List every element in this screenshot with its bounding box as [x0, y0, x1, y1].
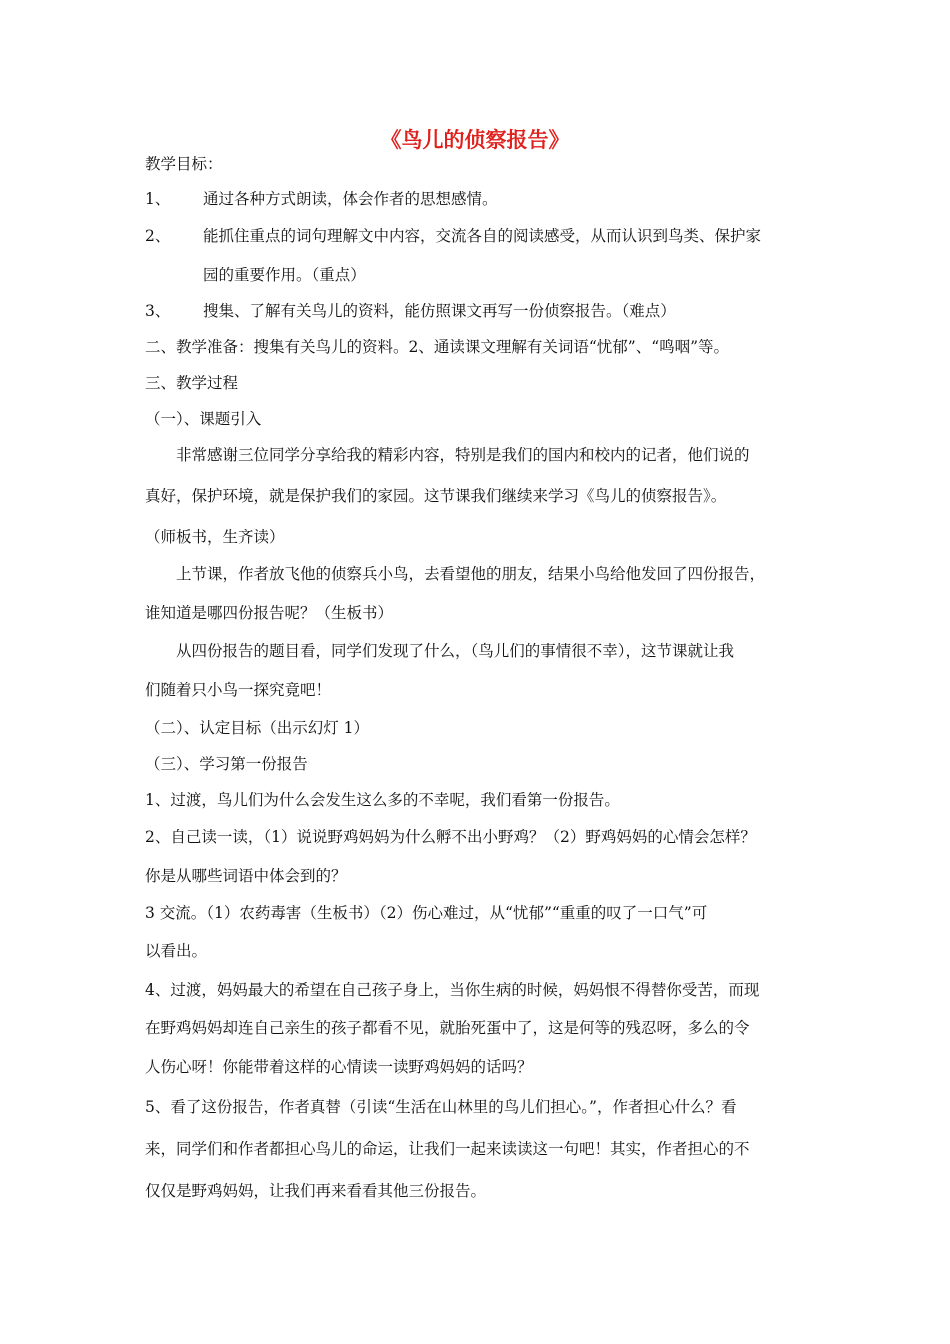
goal-2-text: 能抓住重点的词句理解文中内容，交流各自的阅读感受，从而认识到鸟类、保护家: [203, 227, 762, 245]
step-3-line-2: 以看出。: [145, 942, 208, 960]
goal-1: [145, 189, 498, 209]
goal-2-continuation: 园的重要作用。（重点）: [203, 266, 366, 284]
section-1-paragraph-3-line-1: 从四份报告的题目看，同学们发现了什么，（鸟儿们的事情很不幸），这节课就让我: [176, 642, 735, 660]
goal-3: [145, 301, 676, 321]
section-2-heading: （二）、认定目标（出示幻灯 1）: [145, 719, 370, 737]
section-3-heading: （三）、学习第一份报告: [145, 755, 308, 773]
step-1: 1、过渡，鸟儿们为什么会发生这么多的不幸呢，我们看第一份报告。: [145, 791, 620, 809]
section-1-paragraph-1-line-1: 非常感谢三位同学分享给我的精彩内容，特别是我们的国内和校内的记者，他们说的: [176, 446, 750, 464]
step-2-line-1: 2、自己读一读，（1）说说野鸡妈妈为什么孵不出小野鸡？（2）野鸡妈妈的心情会怎样？: [145, 828, 756, 846]
goal-2: [145, 226, 761, 246]
goals-heading: 教学目标：: [145, 155, 223, 173]
teaching-preparation: 二、教学准备：搜集有关鸟儿的资料。2、通读课文理解有关词语“忧郁”、“鸣咽”等。: [145, 338, 730, 356]
step-5-line-3: 仅仅是野鸡妈妈，让我们再来看看其他三份报告。: [145, 1182, 487, 1200]
goal-3-text: 搜集、了解有关鸟儿的资料，能仿照课文再写一份侦察报告。（难点）: [203, 302, 676, 320]
goal-2-number: 2、: [145, 227, 171, 245]
step-4-line-1: 4、过渡，妈妈最大的希望在自己孩子身上，当你生病的时候，妈妈恨不得替你受苦，而现: [145, 981, 760, 999]
goal-1-number: 1、: [145, 190, 171, 208]
step-4-line-3: 人伤心呀！你能带着这样的心情读一读野鸡妈妈的话吗？: [145, 1058, 533, 1076]
section-1-note: （师板书，生齐读）: [145, 528, 285, 546]
process-heading: 三、教学过程: [145, 374, 239, 392]
section-1-paragraph-3-line-2: 们随着只小鸟一探究竟吧！: [145, 681, 332, 699]
section-1-paragraph-2-line-1: 上节课，作者放飞他的侦察兵小鸟，去看望他的朋友，结果小鸟给他发回了四份报告，: [176, 565, 766, 583]
section-1-paragraph-1-line-2: 真好，保护环境，就是保护我们的家园。这节课我们继续来学习《鸟儿的侦察报告》。: [145, 487, 727, 505]
step-5-line-1: 5、看了这份报告，作者真替（引读“生活在山林里的鸟儿们担心。”，作者担心什么？看: [145, 1098, 737, 1116]
step-3-line-1: 3 交流。（1）农药毒害（生板书）（2）伤心难过，从“忧郁”“重重的叹了一口气”可: [145, 904, 708, 922]
goal-3-number: 3、: [145, 302, 171, 320]
section-1-paragraph-2-line-2: 谁知道是哪四份报告呢？（生板书）: [145, 604, 394, 622]
document-title: 《鸟儿的侦察报告》: [380, 127, 570, 152]
step-2-line-2: 你是从哪些词语中体会到的？: [145, 867, 347, 885]
goal-1-text: 通过各种方式朗读，体会作者的思想感情。: [203, 190, 498, 208]
step-5-line-2: 来，同学们和作者都担心鸟儿的命运，让我们一起来读读这一句吧！其实，作者担心的不: [145, 1140, 750, 1158]
section-1-heading: （一）、课题引入: [145, 410, 262, 428]
step-4-line-2: 在野鸡妈妈却连自己亲生的孩子都看不见，就胎死蛋中了，这是何等的残忍呀，多么的令: [145, 1019, 750, 1037]
